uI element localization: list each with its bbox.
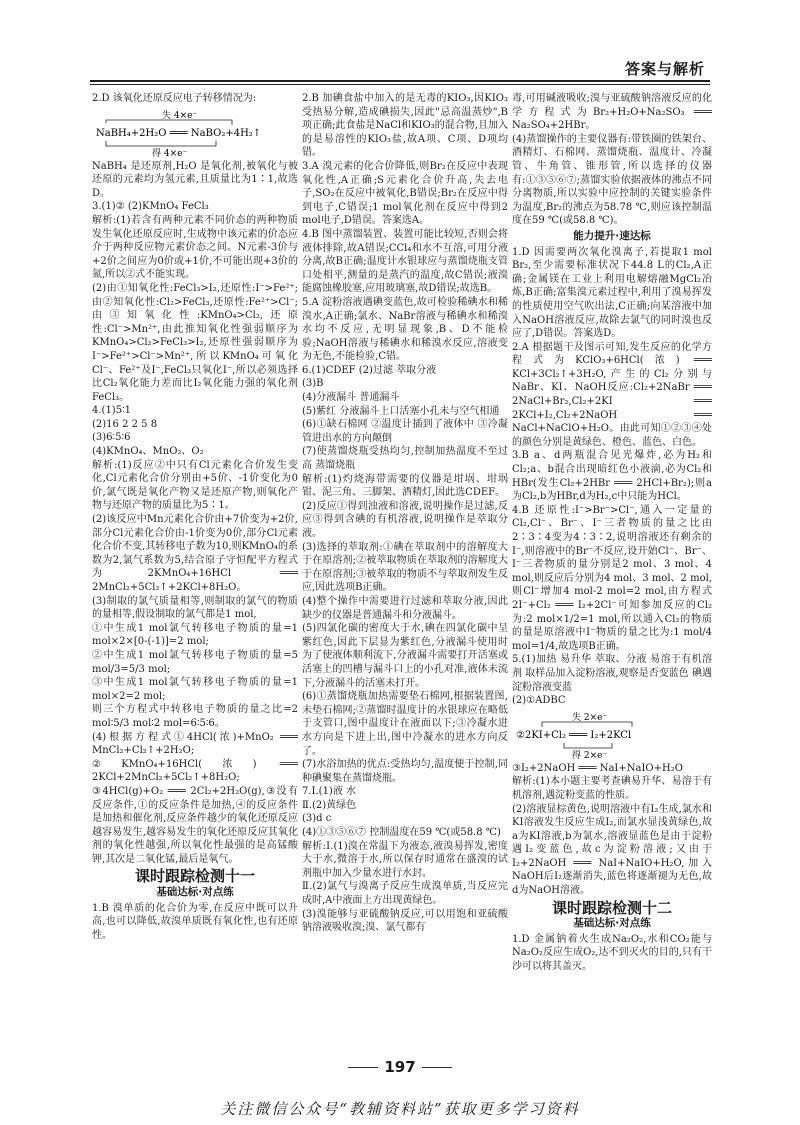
page-number-dash-right — [422, 1067, 452, 1068]
answer-3: 3.(1)② (2)KMnO₄ FeCl₃ — [92, 201, 209, 213]
answer-5b: 5.A 淀粉溶液遇碘变蓝色,故可检验稀碘水和稀溴水,A正确;氯水、NaBr溶液与稀碘水和稀溴水均不反应,无明显现象,B、D不能检验;NaOH溶液与稀碘水和稀溴水反应,溶液变为无色,不能检验,C错。 — [302, 296, 508, 363]
diagram1-lose-label: 失 4×e⁻ — [162, 110, 198, 121]
analysis-6-1: 解析:(1)灼烧海带需要的仪器是坩埚、坩埚钳、泥三角、三脚架、酒精灯,因此选CDEF。 — [302, 473, 508, 499]
answer-2-text: NaBH₄ 是还原剂,H₂O 是氧化剂,被氧化与被还原的元素均为氢元素,且质量比为1∶1,故选 D。 — [92, 160, 298, 199]
advanced-answer-4: 4.B 还原性:I⁻>Br⁻>Cl⁻,通入一定量的Cl₂,Cl⁻、Br⁻、I⁻三者物质的量之比由2∶3∶4变为4∶3∶2,说明溶液还有剩余的I⁻,则溶液中的Br⁻不反应,设开始Cl⁻、Br⁻、I⁻三者物质的量分别是2 mol、3 mol、4 mol,则反应后分别为4 mol、3 mol、2 mol,则Cl⁻增加4 mol-2 mol=2 mol,由方程式2I⁻+Cl₂ ═══ I₂+2Cl⁻可知参加反应的Cl₂为:2 mol×1/2=1 mol,所以通入Cl₂的物质的量是原溶液中I⁻物质的量之比为:1 mol/4 mol=1/4,故选项B正确。 — [512, 504, 712, 652]
analysis-4-4: ①中生成1 mol氯气转移电子物质的量=1 mol×2×[0-(-1)]=2 mol; — [92, 622, 298, 648]
analysis-4-1: 解析:(1)反应②中只有Cl元素化合价发生变化,Cl元素化合价分别由+5价、-1价变化为0价,氯气既是氧化产物又是还原产物,则氧化产物与还原产物的质量比为5∶1。 — [92, 459, 298, 512]
answer-7-3: (3)d c — [302, 813, 332, 825]
section-title-11: 课时跟踪检测十一 — [134, 867, 255, 886]
answer-3b: 3.A 溴元素的化合价降低,则Br₂在反应中表现氧化性,A正确;S元素化合价升高,失去电子,SO₂在反应中被氧化,B错误;Br₂在反应中得到电子,C错误;1 mol氧化剂在反应中得到2 mol电子,D错误。答案选A。 — [302, 160, 508, 227]
analysis-6-3: (3)选择的萃取剂:①碘在萃取剂中的溶解度大于在原溶剂;②被萃取物质在萃取剂的溶解度大于在原溶剂;③被萃取的物质不与萃取剂发生反应,因此选项B正确。 — [302, 541, 508, 594]
analysis-7-5: (4)蒸馏操作的主要仪器有:带铁圈的铁架台、酒精灯、石棉网、蒸馏烧瓶、温度计、冷凝管、牛角管、锥形管,所以选择的仪器有:①③⑤⑥⑦;蒸馏实验依据液体的沸点不同分离物质,所以实验中应控制的关键实验条件为温度,Br₂的沸点为58.78 ℃,则应该控制温度在59 ℃(或58.8 ℃)。 — [512, 133, 712, 227]
analysis-4-3: (3)制取的氯气质量相等,则制取的氯气的物质的量相等,假设制取的氯气都是1 mol, — [92, 595, 298, 621]
analysis-7-3: (3)溴能够与亚硫酸钠反应,可以用饱和亚硫酸钠溶液吸收溴;溴、氯气都有 — [302, 908, 508, 934]
analysis-4-9: ②KMnO₄+16HCl(浓) ═══ 2KCl+2MnCl₂+5Cl₂↑+8H₂O; — [92, 758, 298, 784]
answer-7-1: 7.Ⅰ.(1)液 水 — [302, 786, 357, 798]
subsection-title-basic: 基础达标·对点练 — [156, 886, 234, 899]
answer-6-1: 6.(1)CDEF (2)过滤 萃取分液 — [302, 364, 437, 376]
answer-4-1: 4.(1)5∶1 — [92, 405, 132, 417]
answer-7-2: Ⅱ.(2)黄绿色 — [302, 799, 357, 811]
header-rule — [90, 80, 710, 82]
diagram1-lower-arrow — [106, 141, 216, 146]
answer-12-1: 1.D 金属钠着火生成Na₂O₂,水和CO₂能与Na₂O₂反应生成O₂,达不到灭火的目的,只有干沙可以将其盖灭。 — [512, 933, 712, 973]
advanced-answer-2: 2.A 根据题干及图示可知,发生反应的化学方程式为KClO₃+6HCl(浓) ═══ KCl+3Cl₂↑+3H₂O,产生的Cl₂分别与NaBr、KI、NaOH反应:Cl₂+2NaBr ═══ 2NaCl+Br₂,Cl₂+2KI ═══ 2KCl+I₂,Cl₂+2NaOH ═══ NaCl+NaClO+H₂O。由此可知①②③④处的颜色分别是黄绿色、橙色、蓝色、白色。 — [512, 341, 712, 448]
diagram2-lose-label: 失 2×e⁻ — [572, 712, 608, 723]
advanced-answer-5-2: (2)①ADBC — [512, 695, 566, 707]
advanced-answer-5: 5.(1)加热 易升华 萃取、分液 易溶于有机溶剂 取样品加入淀粉溶液,观察是否变蓝色 碘遇淀粉溶液变蓝 — [512, 654, 712, 693]
diagram2-gain-label: 得 2×e⁻ — [572, 750, 608, 760]
analysis-7-1: 解析:Ⅰ.(1)溴在常温下为液态,液溴易挥发,密度大于水,微溶于水,所以保存时通常在盛溴的试剂瓶中加入少量水进行水封。 — [302, 840, 508, 879]
section-title-12: 课时跟踪检测十二 — [551, 898, 672, 917]
analysis-6-6: (6)①蒸馏烧瓶加热需要垫石棉网,根据装置图,未垫石棉网;②蒸馏时温度计的水银球应在略低于支管口,图中温度计在液面以下;③冷凝水进水方向是下进上出,图中冷凝水的进水方向反了。 — [302, 691, 508, 757]
advanced-answer-5-3: ③I₂+2NaOH ═══ NaI+NaIO+H₂O — [512, 762, 683, 774]
analysis-4-10: ③4HCl(g)+O₂ ═══ 2Cl₂+2H₂O(g),③没有反应条件,①的反应条件是加热,④的反应条件是加热和催化剂,反应条件越少的氧化还原反应越容易发生,越容易发生的氧化还原反应其氧化剂的氧化性越强,所以氧化性最强的是高锰酸钾,其次是二氧化锰,最后是氧气。 — [92, 785, 298, 865]
analysis-3-1: 解析:(1)若含有两种元素不同价态的两种物质发生氧化还原反应时,生成物中该元素的价态应介于两种反应物元素价态之间。N元素-3价与+2价之间应为0价或+1价,不可能出现+3价的氮,所以②式不能实现。 — [92, 214, 298, 281]
analysis-4-5: ②中生成1 mol氯气转移电子物质的量=5 mol/3=5/3 mol; — [92, 649, 298, 675]
answer-4-3: (3)6∶5∶6 — [92, 432, 131, 444]
answer-6-3: (4)分液漏斗 普通漏斗 — [302, 392, 400, 404]
advanced-answer-1: 1.D 因需要两次氧化溴离子,若提取1 mol Br₂,至少需要标准状况下44.8 L的Cl₂,A正确;金属镁在工业上利用电解熔融MgCl₂冶炼,B正确;富集溴元素过程中,利用了溴易挥发的性质使用空气吹出法,C正确;向某溶液中加入NaOH溶液反应,故除去氯气的同时溴也反应了,D错误。答案选D。 — [512, 246, 712, 340]
answer-7-4: (4)①③⑤⑥⑦ 控制温度在59 ℃(或58.8 ℃) — [302, 827, 501, 839]
answer-6-4: (5)紫红 分液漏斗上口活塞小孔未与空气相通 — [302, 405, 500, 417]
analysis-7-4: 毒,可用碱液吸收;溴与亚硫酸钠溶液反应的化学方程式为Br₂+H₂O+Na₂SO₃ ═══ Na₂SO₄+2HBr。 — [512, 93, 712, 132]
answer-6-2: (3)B — [302, 378, 324, 390]
answer-4b: 4.B 图中蒸馏装置、装置可能比较短,否则会将液体排除,故A错误;CCl₄和水不互溶,可用分液分离,故B正确;温度计水银球应与蒸馏烧瓶支管口处相平,测量的是蒸汽的温度,故C错误;液溴能腐蚀橡胶塞,应用玻璃塞,故D错误;故选B。 — [302, 228, 508, 295]
answer-6-6: (7)使蒸馏烧瓶受热均匀,控制加热温度不至过高 蒸馏烧瓶 — [302, 446, 508, 472]
diagram2-lower-arrow — [564, 743, 612, 748]
analysis-4-7: 则三个方程式中转移电子物质的量之比=2 mol∶5/3 mol∶2 mol=6∶5∶6。 — [92, 704, 298, 729]
analysis-7-2: Ⅱ.(2)氯气与溴离子反应生成溴单质,当反应完成时,A中液面上方出现黄绿色。 — [302, 881, 508, 907]
analysis-6-5: (5)四氯化碳的密度大于水,碘在四氯化碳中呈紫红色,因此下层显为紫红色,分液漏斗使用时为了使液体顺利流下,分液漏斗需要打开活塞或活塞上的凹槽与漏斗口上的小孔对准,液体未流下,分液漏斗的活塞未打开。 — [302, 623, 508, 689]
analysis-6-4: (4)整个操作中需要进行过滤和萃取分液,因此缺少的仪器是普通漏斗和分液漏斗。 — [302, 595, 508, 621]
answer-4-4: (4)KMnO₄、MnO₂、O₂ — [92, 446, 204, 458]
answer-6-5: (6)①缺石棉网 ②温度计插到了液体中 ③冷凝管进出水的方向颠倒 — [302, 419, 508, 444]
advanced-analysis-5-1: 解析:(1)本小题主要考查碘易升华、易溶于有机溶剂,遇淀粉变蓝的性质。 — [512, 776, 712, 801]
page-number — [0, 1058, 800, 1076]
diagram2-equation: ②2KI+Cl₂ ═══ I₂+2KCl — [516, 729, 632, 741]
column-1 — [92, 92, 298, 1102]
analysis-6-7: (7)水浴加热的优点:受热均匀,温度便于控制,同种碘聚集在蒸馏烧瓶。 — [302, 759, 508, 784]
electron-transfer-diagram-2 — [512, 710, 712, 760]
analysis-3-2: (2)由①知氧化性:FeCl₃>I₂,还原性:I⁻>Fe²⁺;由②知氧化性:Cl₂>FeCl₃,还原性:Fe²⁺>Cl⁻;由③知氧化性:KMnO₄>Cl₂,还原性:Cl⁻>Mn²⁺,由此推知氧化性强弱顺序为KMnO₄>Cl₂>FeCl₃>I₂,还原性强弱顺序为I⁻>Fe²⁺>Cl⁻>Mn²⁺,所以KMnO₄可氧化Cl⁻、Fe²⁺及I⁻,FeCl₃只氧化I⁻,所以必须选择比Cl₂氧化能力差而比I₂氧化能力强的氧化剂FeCl₃。 — [92, 282, 298, 403]
analysis-4-6: ③中生成1 mol氯气转移电子物质的量=1 mol×2=2 mol; — [92, 677, 298, 702]
diagram1-gain-label: 得 4×e⁻ — [152, 148, 188, 158]
answer-4-2: (2)16 2 2 5 8 — [92, 418, 158, 430]
page-number-text: 197 — [384, 1058, 416, 1076]
header-rule-thin — [90, 84, 710, 85]
answer-2b: 2.B 加碘食盐中加入的是无毒的KIO₃,因KIO₃受热易分解,造成碘损失,因此"忌高温蒸炒",B项正确;此食盐是NaCl和KIO₃的混合物,且加入的是易溶性的KIO₃盐,故A项、C项、D项均错。 — [302, 93, 508, 159]
footer-note: 关注微信公众号“教辅资料站”获取更多学习资料 — [220, 1100, 580, 1118]
subsection-title-basic-12: 基础达标·对点练 — [573, 917, 651, 930]
advanced-analysis-5-2: (2)溶液显棕黄色,说明溶液中有I₂生成,氯水和KI溶液发生反应生成I₂,而氯水显浅黄绿色,故a为KI溶液,b为氯水,溶液显蓝色是由于淀粉遇I₂变蓝色,故c为淀粉溶液;又由于I₂+2NaOH ═══ NaI+NaIO+H₂O,加入NaOH后I₂逐渐消失,蓝色将逐渐褪为无色,故d为NaOH溶液。 — [512, 803, 712, 897]
analysis-4-8: (4)根据方程式①4HCl(浓)+MnO₂ ═══ MnCl₂+Cl₂↑+2H₂O; — [92, 731, 298, 757]
answer-11-1: 1.B 溴单质的化合价为零,在反应中既可以升高,也可以降低,故溴单质既有氧化性,也有还原性。 — [92, 902, 298, 941]
electron-transfer-diagram-1 — [92, 108, 298, 158]
answer-2: 2.D 该氧化还原反应电子转移情况为: — [92, 93, 257, 104]
column-2 — [302, 92, 508, 1102]
page-number-dash-left — [348, 1067, 378, 1068]
diagram1-equation: NaBH₄+2H₂O ═══ NaBO₂+4H₂↑ — [96, 127, 262, 139]
analysis-6-2: (2)反应①得到浊液和溶液,说明操作是过滤,反应③得到含碘的有机溶液,说明操作是萃取分液。 — [302, 500, 508, 539]
column-3 — [512, 92, 712, 1102]
advanced-answer-3: 3.B a、d两瓶混合见光爆炸,必为H₂和Cl₂;a、b混合出现暗红色小液滴,必为Cl₂和HBr(发生Cl₂+2HBr ═══ 2HCl+Br₂);则a为Cl₂,b为HBr,d为H₂,c中只能为HCl。 — [512, 450, 712, 503]
subsection-title-advanced: 能力提升·速达标 — [573, 229, 651, 242]
header-title: 答案与解析 — [624, 60, 705, 78]
analysis-4-2: (2)该反应中Mn元素化合价由+7价变为+2价,部分Cl元素化合价由-1价变为0价,部分Cl元素化合价不变,其转移电子数为10,则KMnO₄的系数为2,氯气系数为5,结合原子守恒配平方程式为2KMnO₄+16HCl ═══ 2MnCl₂+5Cl₂↑+2KCl+8H₂O。 — [92, 514, 298, 593]
